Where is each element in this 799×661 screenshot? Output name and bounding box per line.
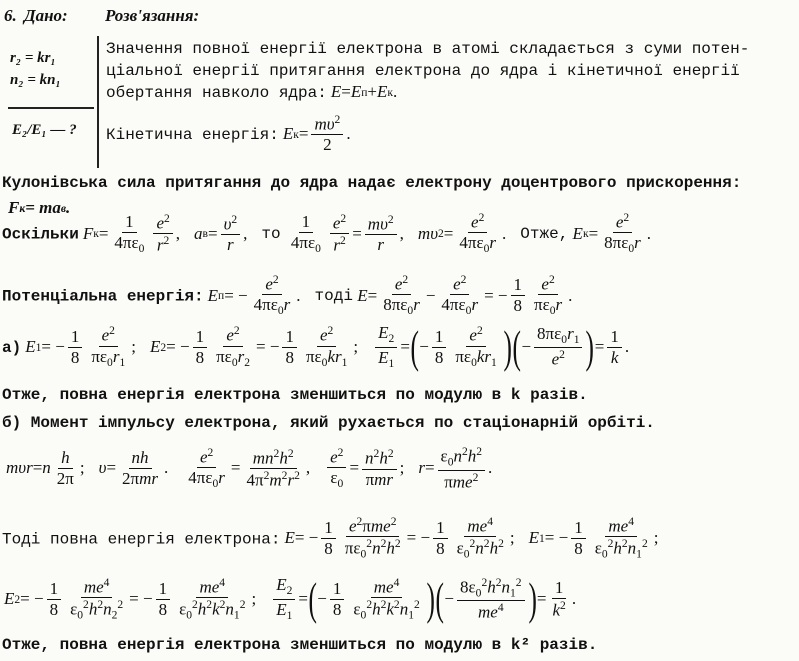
given-label: Дано: — [24, 6, 68, 25]
angular-momentum-equation: mυr = n $\frac{h}{2\pi}$ ; υ = $\frac{nh}{\text{2πmr}}$ . $\frac{e^2}{4\pi\varepsilon_0r}$ = $\frac{mn^2h^2}{4\pi^2m^2r^2}$ , $\frac{e^2}{\varepsilon_0}$ = $\frac{n^2h^2}{\text{πmr}}$ ; r = $\frac{\varepsilon_0n^2h^2}{\pi me^2}$ . — [6, 445, 493, 491]
text-line-1: Значення повної енергії електрона в атомі складається з суми потен- — [106, 40, 750, 58]
given-vertical-rule — [97, 36, 99, 168]
part-b-intro: б) Момент імпульсу електрона, який рухається по стаціонарній орбіті. — [2, 414, 655, 432]
energy-ratio-equation: E 2 = − $\frac{1}{8}$ $\frac{me^4}{\varepsilon_0^2h^2n_2^2}$ = − $\frac{1}{8}$ $\frac{me^4}{\varepsilon_0^2h^2k^2n_1^2}$ ; $\frac{E_2}{E_1}$ = ( − $\frac{1}{8}$ $\frac{me^4}{\varepsilon_0^2h^2k^2n_1^2}$ ) ( − $\frac{8\varepsilon_0^2h^2n_1^2}{me^4}$ ) = $\frac{1}{k^2}$ . — [4, 573, 577, 624]
given-n2: n₂ = kn₁ — [10, 72, 61, 88]
total-energy-line: Тоді повна енергія електрона: E = − $\frac{1}{8}$ $\frac{e^2\pi me^2}{\pi\varepsilon_0^2n^2h^2}$ = − $\frac{1}{8}$ $\frac{me^4}{\varepsilon_0^2n^2h^2}$ ; E 1 = − $\frac{1}{8}$ $\frac{me^4}{\varepsilon_0^2h^2n_1^2}$ ; — [2, 515, 659, 561]
conclusion-b: Отже, повна енергія електрона зменшиться по модулю в k² разів. — [2, 636, 598, 654]
newton-law: F к = ma в . — [8, 198, 71, 217]
problem-number: 6. — [4, 6, 17, 25]
part-a-equation: а) E 1 = − $\frac{1}{8}$ $\frac{e^2}{\pi\varepsilon_0r_1}$ ; E 2 = − $\frac{1}{8}$ $\frac{e^2}{\pi\varepsilon_0r_2}$ = − $\frac{1}{8}$ $\frac{e^2}{\pi\varepsilon_0kr_1}$ ; $\frac{E_2}{E_1}$ = ( − $\frac{1}{8}$ $\frac{e^2}{\pi\varepsilon_0kr_1}$ ) ( − $\frac{8\pi\varepsilon_0r_1}{e^2}$ ) = $\frac{1}{k}$ . — [2, 321, 630, 372]
potential-energy-line: Потенціальна енергія: E п = − $\frac{e^2}{4\pi\varepsilon_0r}$ . тоді E = $\frac{e^2}{8\pi\varepsilon_0r}$ − $\frac{e^2}{4\pi\varepsilon_0r}$ = − $\frac{1}{8}$ $\frac{e^2}{\pi\varepsilon_0r}$ . — [2, 273, 573, 318]
coulomb-text: Кулонівська сила притягання до ядра надає електрону доцентрового прискорення: — [2, 174, 742, 192]
given-r2: r₂ = kr₁ — [10, 50, 56, 66]
solution-label: Розв'язання: — [105, 6, 200, 25]
given-divider — [8, 107, 94, 109]
since-line: Оскільки F к = $\frac{1}{4\pi\varepsilon_0}$ $\frac{e^2}{r^2}$ , a в = $\frac{\upsilon^2}{r}$ , то $\frac{1}{4\pi\varepsilon_0}$ $\frac{e^2}{r^2}$ = $\frac{m\upsilon^2}{r}$ , mυ 2 = $\frac{e^2}{4\pi\varepsilon_0r}$ . Отже, E к = $\frac{e^2}{8\pi\varepsilon_0r}$ . — [2, 211, 652, 256]
given-find: E₂/E₁ — ? — [12, 122, 77, 138]
text-line-3: обертання навколо ядра: E = E п + E к . — [106, 82, 398, 102]
conclusion-a: Отже, повна енергія електрона зменшиться по модулю в k разів. — [2, 386, 588, 404]
text-line-2: ціальної енергії притягання електрона до ядра і кінетичної енергії — [106, 62, 740, 80]
kinetic-energy-line: Кінетична енергія: E к = $\frac{m\upsilon^2}{2}$ . — [106, 113, 351, 155]
